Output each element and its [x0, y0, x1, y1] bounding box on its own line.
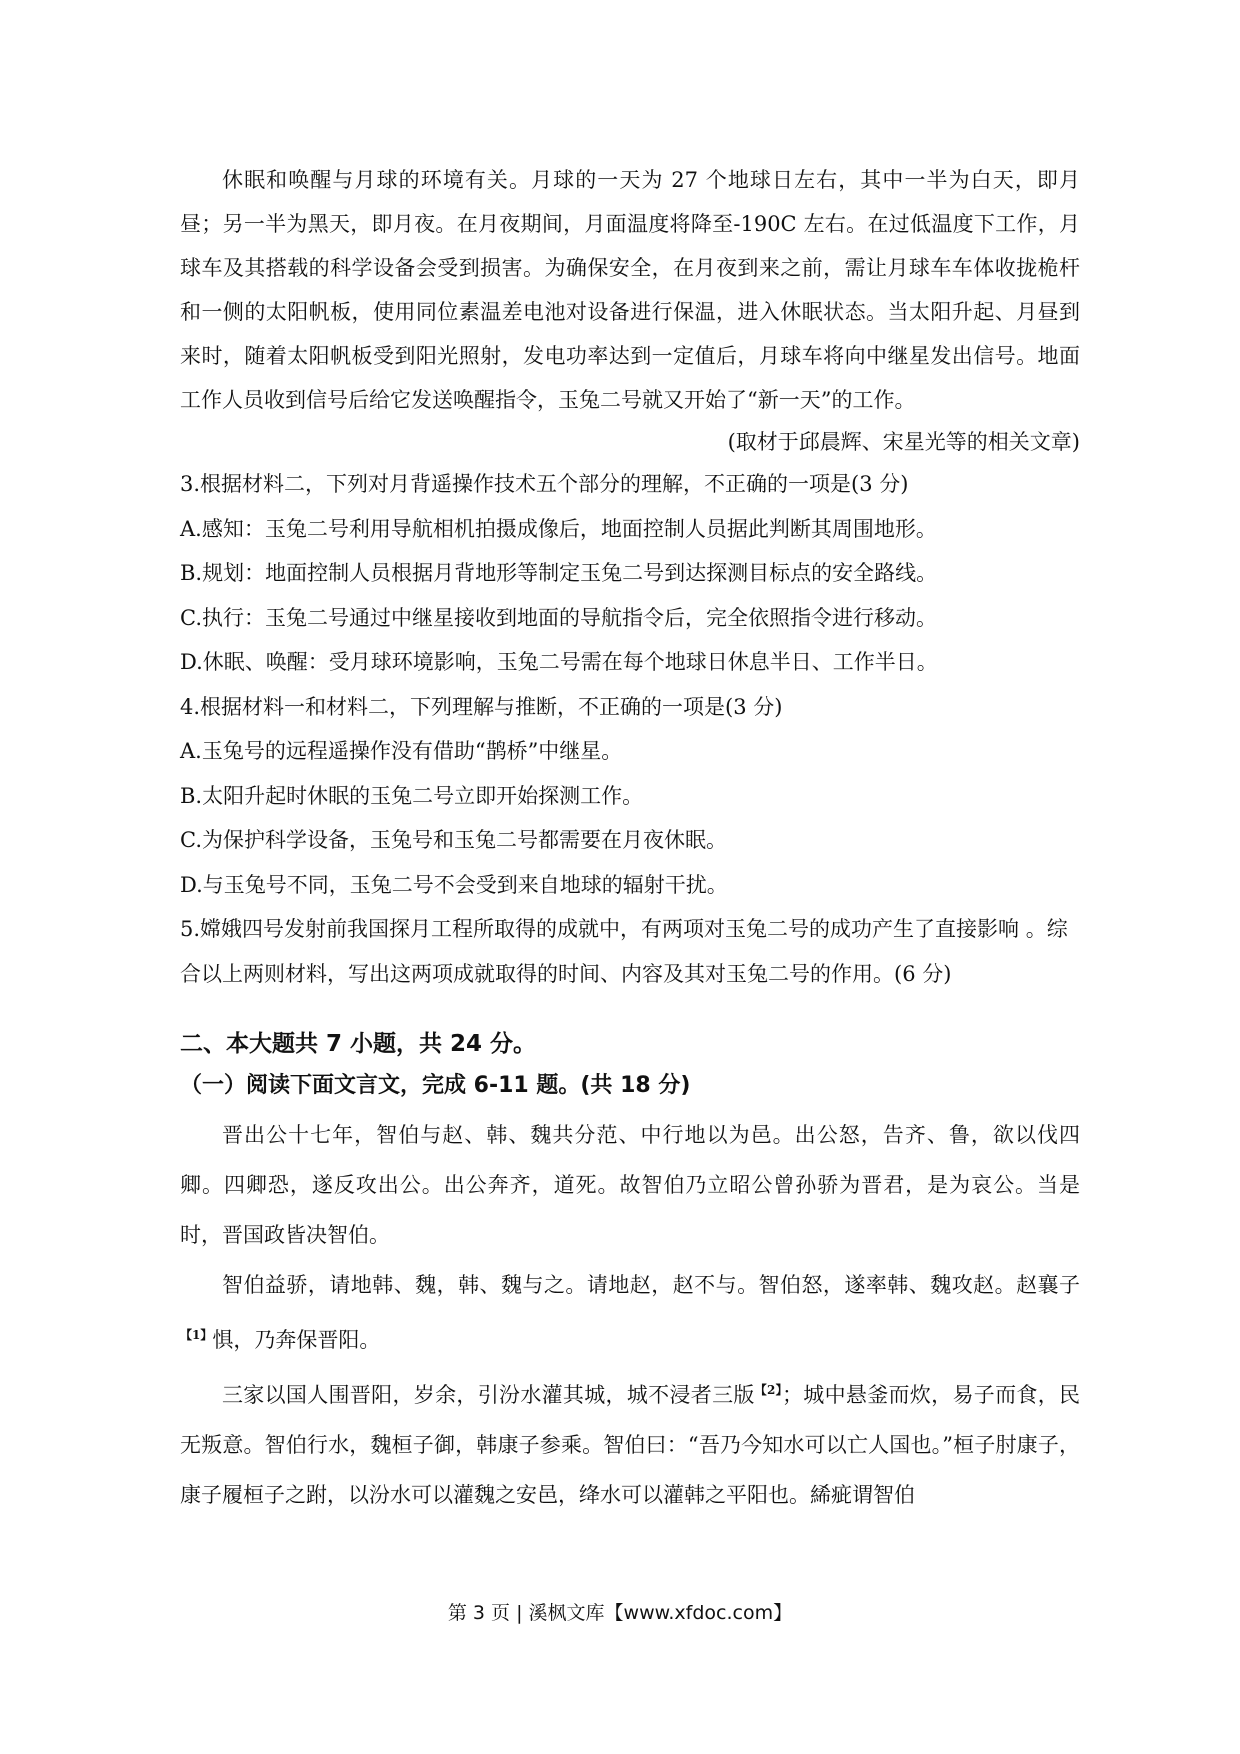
- classical-paragraph-2: [180, 1260, 1080, 1365]
- option-d: D.休眠、唤醒：受月球环境影响，玉兔二号需在每个地球日休息半日、工作半日。: [180, 650, 938, 674]
- question-stem: 5.嫦娥四号发射前我国探月工程所取得的成就中，有两项对玉兔二号的成功产生了直接影响 。综合以上两则材料，写出这两项成就取得的时间、内容及其对玉兔二号的作用。(6 分): [180, 917, 1068, 986]
- option-c: C.执行：玉兔二号通过中继星接收到地面的导航指令后，完全依照指令进行移动。: [180, 605, 937, 630]
- option-b: B.太阳升起时休眠的玉兔二号立即开始探测工作。: [180, 783, 644, 808]
- paragraph-text: ；城中悬釜而炊，易子而食，民无叛意。智伯行水，魏桓子御，韩康子参乘。智伯曰：“吾乃今知水可以亡人国也。”桓子肘康子，康子履桓子之跗，以汾水可以灌魏之安邑，绛水可以灌韩之平阳也。絺疵谓智伯: [180, 1383, 1081, 1507]
- classical-paragraph-1: 晋出公十七年，智伯与赵、韩、魏共分范、中行地以为邑。出公怒，告齐、鲁，欲以伐四卿。四卿恐，遂反攻出公。出公奔齐，道死。故智伯乃立昭公曾孙骄为晋君，是为哀公。当是时，晋国政皆决智伯。: [180, 1123, 1080, 1247]
- question-3: [180, 462, 1080, 685]
- source-citation: (取材于邱晨辉、宋星光等的相关文章): [727, 430, 1080, 454]
- material2-paragraph: 休眠和唤醒与月球的环境有关。月球的一天为 27 个地球日左右，其中一半为白天，即月昼；另一半为黑天，即月夜。在月夜期间，月面温度将降至-190C 左右。在过低温度下工作，月球车及其搭载的科学设备会受到损害。为确保安全，在月夜到来之前，需让月球车车体收拢桅杆和一侧的太阳帆板，使用同位素温差电池对设备进行保温，进入休眠状态。当太阳升起、月昼到来时，随着太阳帆板受到阳光照射，发电功率达到一定值后，月球车将向中继星发出信号。地面工作人员收到信号后给它发送唤醒指令，玉兔二号就又开始了“新一天”的工作。: [180, 168, 1080, 412]
- question-stem: 4.根据材料一和材料二，下列理解与推断，不正确的一项是(3 分): [180, 694, 783, 719]
- option-b: B.规划：地面控制人员根据月背地形等制定玉兔二号到达探测目标点的安全路线。: [180, 561, 938, 585]
- footnote-marker: 【2】: [754, 1383, 782, 1397]
- classical-paragraph-3: [180, 1365, 1080, 1520]
- option-a: A.玉兔号的远程遥操作没有借助“鹊桥”中继星。: [180, 739, 623, 763]
- option-c: C.为保护科学设备，玉兔号和玉兔二号都需要在月夜休眠。: [180, 828, 727, 852]
- option-a: A.感知：玉兔二号利用导航相机拍摄成像后，地面控制人员据此判断其周围地形。: [180, 516, 937, 541]
- question-stem: 3.根据材料二，下列对月背遥操作技术五个部分的理解，不正确的一项是(3 分): [180, 472, 909, 496]
- question-5: [180, 907, 1080, 996]
- paragraph-text: 惧，乃奔保晋阳。: [212, 1328, 381, 1352]
- footnote-marker: 【1】: [180, 1328, 213, 1342]
- page-footer: 第 3 页 | 溪枫文库【www.xfdoc.com】: [447, 1602, 793, 1624]
- section-heading: 二、本大题共 7 小题，共 24 分。: [180, 1031, 537, 1057]
- page-content: [180, 158, 1080, 1520]
- question-4: [180, 685, 1080, 908]
- paragraph-text: 三家以国人围晋阳，岁余，引汾水灌其城，城不浸者三版: [222, 1383, 755, 1407]
- paragraph-text: 智伯益骄，请地韩、魏，韩、魏与之。请地赵，赵不与。智伯怒，遂率韩、魏攻赵。赵襄子: [222, 1273, 1080, 1297]
- option-d: D.与玉兔号不同，玉兔二号不会受到来自地球的辐射干扰。: [180, 872, 728, 897]
- section-subheading: （一）阅读下面文言文，完成 6-11 题。(共 18 分): [180, 1073, 691, 1098]
